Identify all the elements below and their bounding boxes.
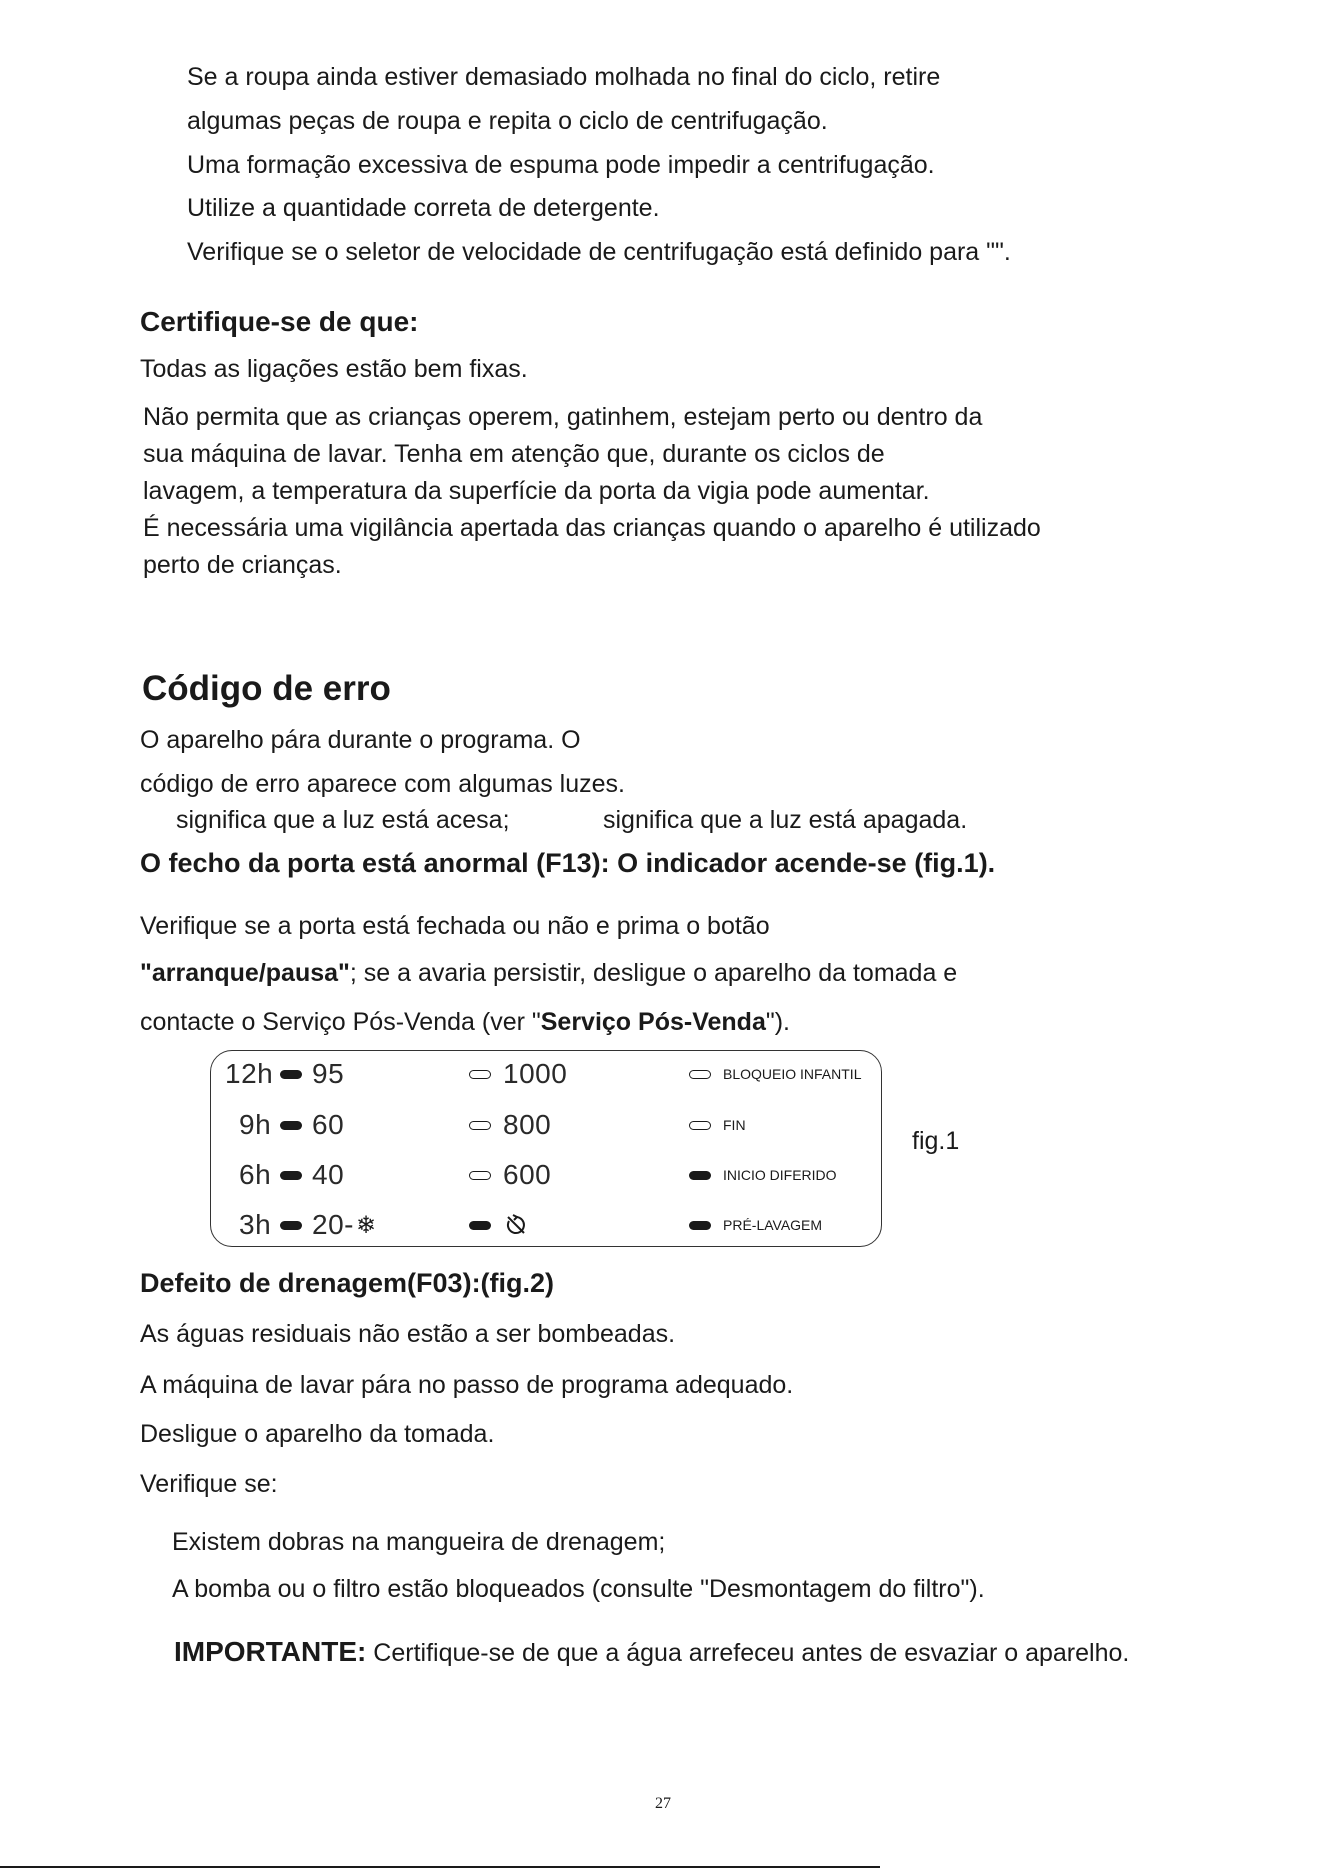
indicator-row — [239, 1205, 376, 1245]
snowflake-icon: ❄ — [355, 1211, 377, 1239]
indicator-row — [469, 1054, 567, 1094]
light-off-indicator — [469, 1070, 491, 1079]
spin-speed-label: 600 — [503, 1159, 552, 1190]
temperature-label: 40 — [312, 1159, 345, 1190]
important-note — [174, 1637, 1129, 1668]
status-label: BLOQUEIO INFANTIL — [723, 1066, 862, 1082]
f13-line — [140, 1007, 790, 1037]
temperature-label: 20- — [312, 1209, 354, 1240]
time-label: 9h — [239, 1109, 272, 1140]
light-on-indicator — [280, 1171, 302, 1180]
intro-line: algumas peças de roupa e repita o ciclo de centrifugação. — [187, 107, 828, 135]
f13-line-text: "). — [765, 1008, 791, 1036]
indicator-row — [689, 1054, 861, 1094]
indicator-row — [239, 1155, 344, 1195]
light-off-indicator — [469, 1171, 491, 1180]
f03-line: Desligue o aparelho da tomada. — [140, 1420, 495, 1448]
error-intro-line: código de erro aparece com algumas luzes. — [140, 770, 625, 798]
light-on-indicator — [689, 1171, 711, 1180]
no-spin-icon — [503, 1212, 529, 1238]
status-label: FIN — [723, 1117, 746, 1133]
time-label: 6h — [239, 1159, 272, 1190]
certifique-heading: Certifique-se de que: — [140, 306, 419, 337]
certifique-line: Todas as ligações estão bem fixas. — [140, 355, 528, 383]
important-label: IMPORTANTE: — [174, 1636, 367, 1667]
light-on-indicator — [280, 1121, 302, 1130]
light-off-indicator — [689, 1121, 711, 1130]
f13-heading: O fecho da porta está anormal (F13): O indicador acende-se (fig.1). — [140, 848, 996, 878]
indicator-row — [469, 1205, 529, 1245]
intro-line: Uma formação excessiva de espuma pode impedir a centrifugação. — [187, 151, 935, 179]
safety-line: lavagem, a temperatura da superfície da porta da vigia pode aumentar. — [143, 477, 930, 505]
indicator-row — [689, 1105, 746, 1145]
f03-heading: Defeito de drenagem(F03):(fig.2) — [140, 1268, 555, 1298]
light-on-indicator — [469, 1221, 491, 1230]
error-code-heading: Código de erro — [142, 669, 391, 708]
time-label: 3h — [239, 1209, 272, 1240]
spin-speed-label: 1000 — [503, 1058, 568, 1089]
safety-line: É necessária uma vigilância apertada das crianças quando o aparelho é utilizado — [143, 514, 1041, 542]
temperature-label: 60 — [312, 1109, 345, 1140]
light-on-indicator — [280, 1070, 302, 1079]
check-item: Existem dobras na mangueira de drenagem; — [172, 1528, 666, 1556]
start-pause-label: "arranque/pausa" — [140, 959, 350, 987]
check-item: A bomba ou o filtro estão bloqueados (consulte "Desmontagem do filtro"). — [172, 1575, 985, 1603]
light-off-indicator — [689, 1070, 711, 1079]
intro-line: Verifique se o seletor de velocidade de centrifugação está definido para "". — [187, 238, 1011, 266]
light-on-indicator — [280, 1221, 302, 1230]
f03-line: A máquina de lavar pára no passo de programa adequado. — [140, 1371, 794, 1399]
page-number: 27 — [655, 1795, 671, 1812]
indicator-row — [239, 1105, 344, 1145]
time-label: 12h — [225, 1058, 274, 1089]
figure-caption: fig.1 — [912, 1127, 960, 1155]
status-label: PRÉ-LAVAGEM — [723, 1217, 823, 1233]
intro-line: Se a roupa ainda estiver demasiado molhada no final do ciclo, retire — [187, 63, 941, 91]
footer-rule — [0, 1866, 880, 1868]
indicator-row — [469, 1105, 551, 1145]
after-sales-label: Serviço Pós-Venda — [540, 1008, 766, 1036]
safety-line: sua máquina de lavar. Tenha em atenção que, durante os ciclos de — [143, 440, 885, 468]
indicator-row — [689, 1205, 822, 1245]
spin-speed-label: 800 — [503, 1109, 552, 1140]
f03-line: Verifique se: — [140, 1470, 278, 1498]
f13-line-text: contacte o Serviço Pós-Venda (ver " — [140, 1008, 541, 1036]
light-on-indicator — [689, 1221, 711, 1230]
error-intro-line: O aparelho pára durante o programa. O — [140, 726, 581, 754]
temperature-label: 95 — [312, 1058, 345, 1089]
indicator-row — [469, 1155, 551, 1195]
light-off-indicator — [469, 1121, 491, 1130]
safety-line: perto de crianças. — [143, 551, 342, 579]
legend-light-off: significa que a luz está apagada. — [603, 806, 968, 834]
safety-line: Não permita que as crianças operem, gatinhem, estejam perto ou dentro da — [143, 403, 983, 431]
f13-line-text: ; se a avaria persistir, desligue o aparelho da tomada e — [349, 959, 958, 987]
indicator-row — [689, 1155, 837, 1195]
indicator-panel-figure — [210, 1050, 882, 1247]
status-label: INICIO DIFERIDO — [723, 1167, 837, 1183]
f13-line: Verifique se a porta está fechada ou não e prima o botão — [140, 912, 770, 940]
f03-line: As águas residuais não estão a ser bombeadas. — [140, 1320, 676, 1348]
intro-line: Utilize a quantidade correta de detergente. — [187, 194, 660, 222]
legend-light-on: significa que a luz está acesa; — [176, 806, 510, 834]
important-text: Certifique-se de que a água arrefeceu antes de esvaziar o aparelho. — [366, 1639, 1130, 1667]
indicator-row — [225, 1054, 344, 1094]
f13-line — [140, 958, 957, 988]
